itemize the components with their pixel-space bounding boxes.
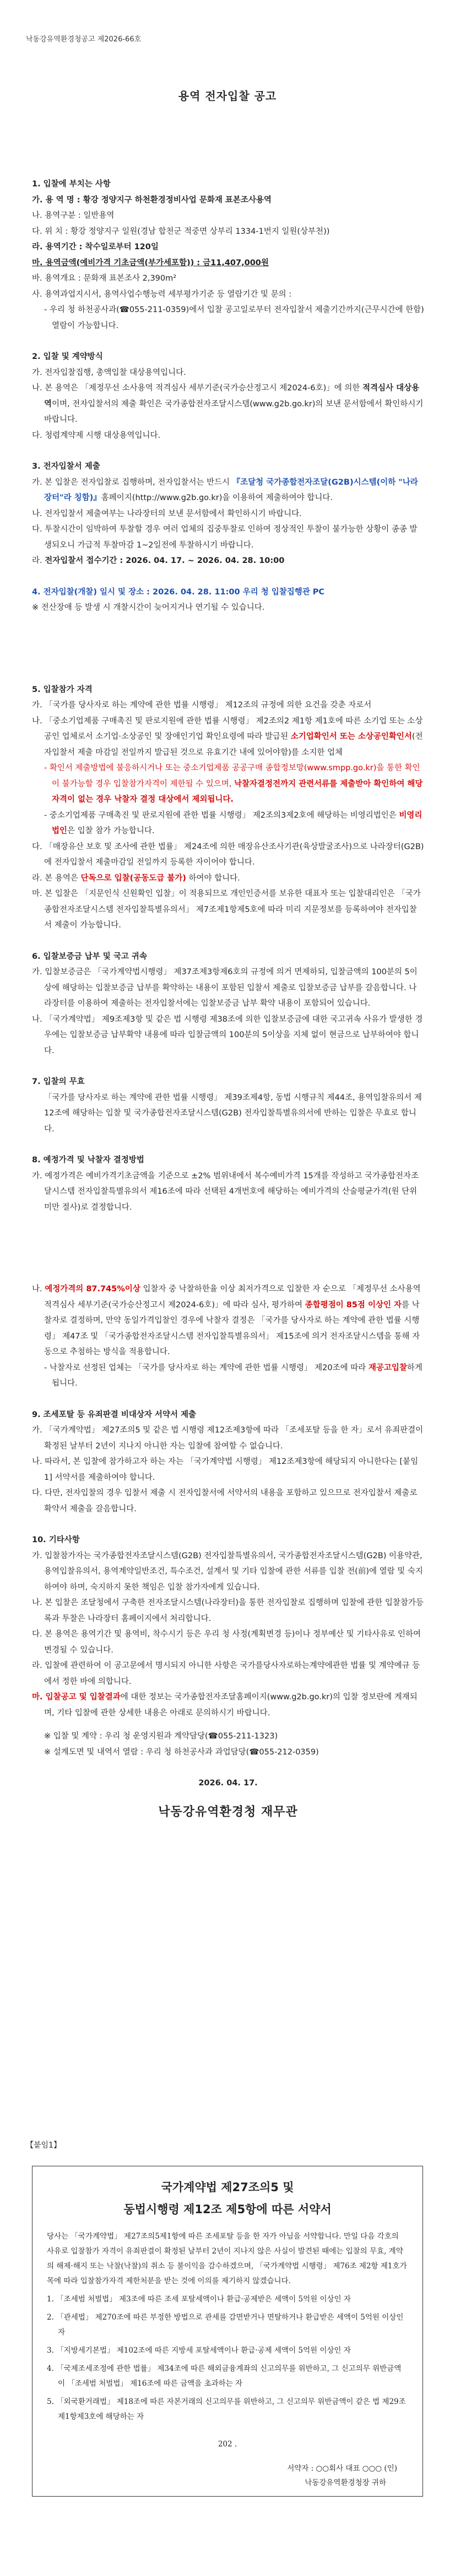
s1-service-type: 나. 용역구분 : 일반용역	[32, 211, 115, 220]
s2-na: 나. 본 용역은 「제정무선 소사용역 적격심사 세부기준(국가승산정고시 제2024-6호)」에 의한 적격심사 대상용역이며, 전자입찰서의 제출 확인은 국가종합전자조달시스템(www.g2b.go.kr)의 보낸 문서함에서 확인하시기 바랍니다.	[32, 384, 424, 424]
s10-ga: 가. 입찰참가자는 국가종합전자조달시스템(G2B) 전자입찰특별유의서, 국가종합전자조달시스템(G2B) 이용약관, 용역입찰유의서, 용역계약일반조건, 특수조건, 설계서 및 기타 입찰에 관한 서류를 입찰 전(前)에 열람 및 숙지하여야 하며, 숙지하지 못한 책임은 입찰 참가자에게 있습니다.	[32, 1551, 423, 1592]
s5-bullet-1: - 확인서 제출방법에 불응하시거나 또는 중소기업제품 공공구매 종합정보망(www.smpp.go.kr)을 통한 확인이 불가능할 경우 입찰참가자격이 제한될 수 있으며, 낙찰자결정전까지 관련서류를 제출받아 확인하여 해당 자격이 없는 경우 낙찰자 결정 대상에서 제외됩니다.	[44, 764, 423, 804]
section-2-heading: 2. 입찰 및 계약방식	[32, 352, 103, 361]
pledge-signer: 서약자 : ○○회사 대표 ○○○ (인)	[287, 2464, 397, 2473]
s1-inquiry: 사. 용역과업지시서, 용역사업수행능력 세부평가기준 등 열람기간 및 문의 :	[32, 289, 292, 299]
s8-na: 나. 예정가격의 87.745%이상 입찰자 중 낙찰하한율 이상 최저가격으로 입찰한 자 순으로 「제정무선 소사용역 적격심사 세부기준(국가승산정고시 제2024-6호)」에 따라 심사, 평가하여 종합평점이 85점 이상인 자를 낙찰자로 결정하며, 만약 동일가격입찰인 경우에 낙찰자 결정은 「국가를 당사자로 하는 계약에 관한 법률 시행령」 제47조 및 「국가종합전자조달시스템 전자입찰특별유의서」 제15조에 의거 전자조달시스템을 통해 자동으로 추첨하는 방식을 적용합니다.	[32, 1285, 421, 1356]
pledge-item: 4. 「국제조세조정에 관한 법률」 제34조에 따른 해외금융계좌의 신고의무를 위반하고, 그 신고의무 위반금액이 「조세범 처벌법」 제16조에 따른 금액을 초과하는 자	[47, 2364, 402, 2388]
page-title: 용역 전자입찰 공고	[178, 89, 277, 103]
s10-da: 다. 본 용역은 용역기간 및 용역비, 착수시기 등은 우리 청 사정(계획변경 등)이나 정부예산 및 기타사유로 인하여 변경될 수 있습니다.	[32, 1630, 421, 1655]
s6-na: 나. 「국가계약법」 제9조제3항 및 같은 법 시행령 제38조에 의한 입찰보증금에 대한 국고귀속 사유가 발생한 경우에는 입찰보증금 납부확약 내용에 따라 입찰금액의 100분의 5이상을 지체 없이 현금으로 납부하여야 합니다.	[32, 1015, 423, 1055]
section-4-heading: 4. 전자입찰(개찰) 일시 및 장소 : 2026. 04. 28. 11:00 우리 청 입찰집행관 PC	[32, 587, 325, 597]
pledge-recipient: 낙동강유역환경청장 귀하	[305, 2478, 386, 2487]
pledge-title-line-1: 국가계약법 제27조의5 및	[161, 2181, 294, 2194]
s3-da: 다. 투찰시간이 임박하여 투찰할 경우 여러 업체의 집중투찰로 인하여 정상적인 투찰이 불가능한 상황이 종종 발생되오니 가급적 투찰마감 1~2일전에 투찰하시기 바랍니다.	[32, 525, 418, 550]
s1-service-name: 가. 용 역 명 : 황강 정양지구 하천환경정비사업 문화재 표본조사용역	[32, 195, 272, 205]
s5-na: 나. 「중소기업제품 구매촉진 및 판로지원에 관한 법률 시행령」 제2조의2 제1항 제1호에 따른 소기업 또는 소상공인 업체로서 소기업·소상공인 및 장애인기업 확인요령에 따라 발급된 소기업확인서 또는 소상공인확인서(전자입찰서 제출 마감일 전일까지 발급된 것으로 유효기간 내에 있어야함)를 소지한 업체	[32, 716, 423, 757]
s1-amount: 마. 용역금액(예비가격 기초금액(부가세포함)) : 금11,407,000원	[32, 258, 269, 267]
s5-bullet-2: - 중소기업제품 구매촉진 및 판로지원에 관한 법률 시행령」 제2조의3제2호에 해당하는 비영리법인은 비영리법인은 입찰 참가 가능합니다.	[44, 811, 422, 835]
s5-da: 다. 「매장유산 보호 및 조사에 관한 법률」 제24조에 의한 매장유산조사기관(육상발굴조사)으로 나라장터(G2B)에 전자입찰서 제출마감일 전일까지 등록한 자이어야 합니다.	[32, 842, 424, 867]
announcement-body	[32, 176, 424, 1820]
announcement-date: 2026. 04. 17.	[198, 1779, 258, 1788]
s3-ga: 가. 본 입찰은 전자입찰로 집행하며, 전자입찰서는 반드시 『조달청 국가종합전자조달(G2B)시스템(이하 "나라장터"라 칭함)』홈페이지(http://www.g2b.go.kr)을 이용하여 제출하여야 합니다.	[32, 477, 418, 502]
s2-da: 다. 청렴계약제 시행 대상용역입니다.	[32, 431, 161, 440]
pledge-body	[47, 2229, 408, 2424]
section-1-heading: 1. 입찰에 부치는 사항	[32, 180, 111, 189]
s8-ga: 가. 예정가격은 예비가격기초금액을 기준으로 ±2% 범위내에서 복수예비가격 15개를 작성하고 국가종합전자조달시스템 전자입찰특별유의서 제16조에 따라 선택된 4개번호에 해당하는 예비가격의 산술평균가격(원 단위 미만 절사)로 결정합니다.	[32, 1171, 419, 1212]
section-9-heading: 9. 조세포탈 등 유죄판결 비대상자 서약서 제출	[32, 1410, 197, 1419]
section-3-heading: 3. 전자입찰서 제출	[32, 462, 100, 471]
section-5-heading: 5. 입찰참가 자격	[32, 685, 93, 694]
pledge-item: 5. 「외국환거래법」 제18조에 따른 자본거래의 신고의무를 위반하고, 그 신고의무 위반금액이 같은 법 제29조제1항제3호에 해당하는 자	[47, 2397, 406, 2421]
s5-ga: 가. 「국가를 당사자로 하는 계약에 관한 법률 시행령」 제12조의 규정에 의한 요건을 갖춘 자로서	[32, 701, 372, 710]
appendix-label: 【붙임1】	[26, 2141, 61, 2150]
s4-note: ※ 전산장애 등 발생 시 개찰시간이 늦어지거나 연기될 수 있습니다.	[32, 603, 265, 612]
s10-ra: 라. 입찰에 관련하여 이 공고문에서 명시되지 아니한 사항은 국가를당사자로하는계약에관한 법률 및 계약예규 등에서 정한 바에 의합니다.	[32, 1661, 420, 1686]
s9-na: 나. 따라서, 본 입찰에 참가하고자 하는 자는 「국가계약법 시행령」 제12조제3항에 해당되지 아니한다는 [붙임1] 서약서를 제출하여야 합니다.	[32, 1457, 419, 1482]
s5-ma: 마. 본 입찰은 「지문인식 신원확인 입찰」이 적용되므로 개인인증서를 보유한 대표자 또는 입찰대리인은 「국가종합전자조달시스템 전자입찰특별유의서」 제7조제1항제5호에 따라 미리 지문정보를 등록하여야 전자입찰서 제출이 가능합니다.	[32, 889, 421, 930]
s9-da: 다. 다만, 전자입찰의 경우 입찰서 제출 시 전자입찰서에 서약서의 내용을 포함하고 있으므로 전자입찰서 제출로 확약서 제출을 갈음합니다.	[32, 1489, 418, 1514]
s5-ra: 라. 본 용역은 단독으로 입찰(공동도급 불가) 하여야 합니다.	[32, 873, 240, 883]
pledge-title-line-2: 동법시행령 제12조 제5항에 따른 서약서	[123, 2203, 332, 2216]
s10-contact-2: ※ 설계도면 및 내역서 열람 : 우리 청 하천공사과 과업담당(☎055-212-0359)	[44, 1747, 319, 1757]
pledge-intro: 당사는 「국가계약법」 제27조의5제1항에 따른 조세포탈 등을 한 자가 아님을 서약합니다. 만일 다음 각호의 사유로 입찰참가 자격이 유죄판결이 확정된 날부터 2년이 지나지 않은 사실이 발견된 때에는 입찰의 무효, 계약의 해제·해지 또는 낙찰(낙찰)의 취소 등 불이익을 감수하겠으며, 「국가계약법 시행령」 제76조 제2항 제1호가목에 따라 입찰참가자격 제한처분을 받는 것에 이의를 제기하지 않겠습니다.	[47, 2232, 407, 2285]
s2-ga: 가. 전자입찰집행, 총액입찰 대상용역입니다.	[32, 368, 186, 377]
s3-ra: 라. 전자입찰서 접수기간 : 2026. 04. 17. ~ 2026. 04. 28. 10:00	[32, 556, 285, 565]
pledge-date: 202 .	[218, 2440, 237, 2449]
pledge-item: 1. 「조세범 처벌법」 제3조에 따른 조세 포탈세액이나 환급·공제받은 세액이 5억원 이상인 자	[47, 2295, 351, 2304]
s10-na: 나. 본 입찰은 조달청에서 구축한 전자조달시스템(나라장터)을 통한 전자입찰로 집행하며 입찰에 관한 입찰참가등록과 투찰은 나라장터 홈페이지에서 처리합니다.	[32, 1598, 424, 1623]
s8-bullet: - 낙찰자로 선정된 업체는 「국가를 당사자로 하는 계약에 관한 법률 시행령」 제20조에 따라 재공고입찰하게 됩니다.	[44, 1363, 422, 1388]
issuer: 낙동강유역환경청 재무관	[158, 1805, 298, 1819]
pledge-item: 3. 「지방세기본법」 제102조에 따른 지방세 포탈세액이나 환급·공제 세액이 5억원 이상인 자	[47, 2346, 351, 2355]
s6-ga: 가. 입찰보증금은 「국가계약법시행령」 제37조제3항제6호의 규정에 의거 면제하되, 입찰금액의 100분의 5이상에 해당하는 입찰보증금 납부를 확약하는 내용이 포함된 입찰서 제출로 입찰보증금 납부를 갈음합니다. 나라장터를 이용하여 제출하는 전자입찰서에는 입찰보증금 납부 확약 내용이 포함되어 있습니다.	[32, 968, 418, 1008]
section-7-heading: 7. 입찰의 무효	[32, 1077, 85, 1086]
section-8-heading: 8. 예정가격 및 낙찰자 결정방법	[32, 1156, 144, 1164]
pledge-form	[32, 2166, 423, 2497]
s1-overview: 바. 용역개요 : 문화재 표본조사 2,390m²	[32, 274, 177, 283]
section-10-heading: 10. 기타사항	[32, 1536, 80, 1544]
s1-inquiry-detail: - 우리 청 하천공사과(☎055-211-0359)에서 입찰 공고일로부터 전자입찰서 제출기간까지(근무시간에 한함) 열람이 가능합니다.	[44, 305, 424, 330]
document-number: 낙동강유역환경청공고 제2026-66호	[26, 35, 142, 44]
s10-contact-1: ※ 입찰 및 계약 : 우리 청 운영지원과 계약담당(☎055-211-1323)	[44, 1732, 278, 1741]
s10-ma: 마. 입찰공고 및 입찰결과에 대한 정보는 국가종합전자조달홈페이지(www.g2b.go.kr)의 입찰 정보란에 게재되며, 기타 입찰에 관한 상세한 내용은 아래로 문의하시기 바랍니다.	[32, 1693, 418, 1718]
s1-location: 다. 위 치 : 황강 정양지구 일원(경남 합천군 적중면 상부리 1334-1번지 일원(상부천))	[32, 227, 330, 236]
s7-body: 「국가를 당사자로 하는 계약에 관한 법률 시행령」 제39조제4항, 동법 시행규칙 제44조, 용역입찰유의서 제12조에 해당하는 입찰 및 국가종합전자조달시스템(G2B) 전자입찰특별유의서에 반하는 입찰은 무효로 합니다.	[44, 1093, 422, 1134]
pledge-item: 2. 「관세법」 제270조에 따른 부정한 방법으로 관세를 감면받거나 면탈하거나 환급받은 세액이 5억원 이상인 자	[47, 2313, 404, 2337]
s3-na: 나. 전자입찰서 제출여부는 나라장터의 보낸 문서함에서 확인하시기 바랍니다.	[32, 509, 302, 518]
s1-period: 라. 용역기간 : 착수일로부터 120일	[32, 243, 159, 251]
section-6-heading: 6. 입찰보증금 납부 및 국고 귀속	[32, 952, 147, 961]
s9-ga: 가. 「국가계약법」 제27조의5 및 같은 법 시행령 제12조제3항에 따라 「조세포탈 등을 한 자」로서 유죄판결이 확정된 날부터 2년이 지나지 아니한 자는 입찰에 참여할 수 없습니다.	[32, 1426, 424, 1451]
